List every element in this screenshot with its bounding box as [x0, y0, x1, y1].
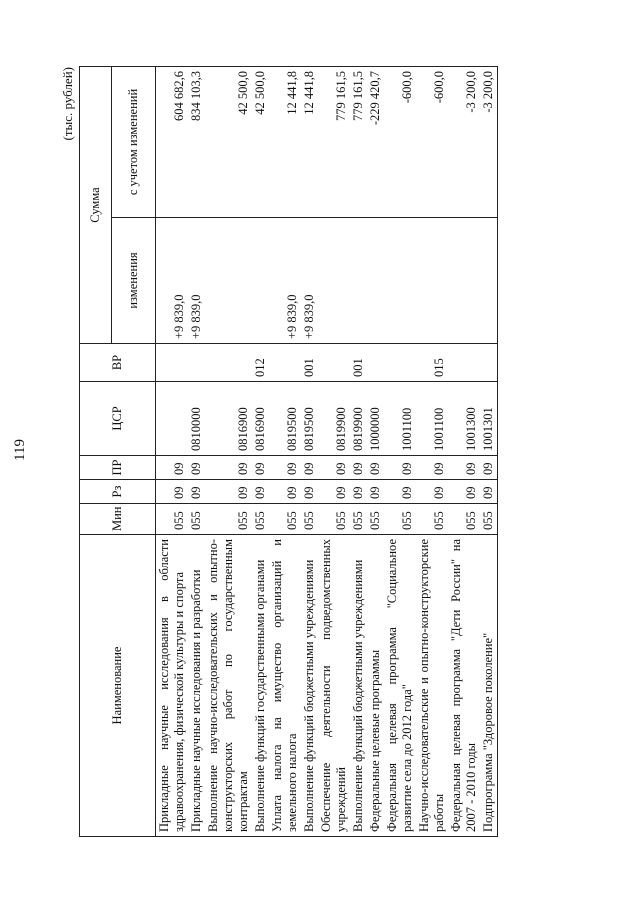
cell-min: 055	[318, 504, 350, 535]
cell-name: Выполнение функций бюджетными учреждениями	[350, 535, 367, 837]
cell-pr: 09	[480, 456, 498, 480]
cell-rz: 09	[188, 480, 205, 504]
header-name: Наименование	[80, 535, 156, 837]
table-row	[156, 67, 189, 837]
cell-total: -600,0	[416, 67, 448, 218]
cell-change: +9 839,0	[301, 218, 318, 344]
cell-pr: 09	[301, 456, 318, 480]
budget-table	[79, 66, 498, 837]
cell-total: 42 500,0	[252, 67, 269, 218]
cell-name: Выполнение функций государственными органами	[252, 535, 269, 837]
cell-min: 055	[205, 504, 252, 535]
cell-vr	[480, 344, 498, 382]
cell-csr: 0816900	[205, 382, 252, 456]
cell-csr: 1001300	[448, 382, 480, 456]
cell-csr: 1001100	[384, 382, 416, 456]
cell-change	[318, 218, 350, 344]
cell-total: -229 420,7	[367, 67, 384, 218]
cell-name: Обеспечение деятельности подведомственных учреждений	[318, 535, 350, 837]
cell-rz: 09	[416, 480, 448, 504]
cell-pr: 09	[269, 456, 301, 480]
cell-vr	[367, 344, 384, 382]
table-row	[416, 67, 448, 837]
cell-vr	[188, 344, 205, 382]
cell-total: -600,0	[384, 67, 416, 218]
table-row	[301, 67, 318, 837]
cell-total: 12 441,8	[301, 67, 318, 218]
cell-vr	[205, 344, 252, 382]
cell-rz: 09	[318, 480, 350, 504]
cell-total: 779 161,5	[350, 67, 367, 218]
page-number: 119	[12, 439, 28, 461]
header-rz: Рз	[80, 480, 156, 504]
cell-pr: 09	[252, 456, 269, 480]
cell-csr: 1001100	[416, 382, 448, 456]
cell-vr: 012	[252, 344, 269, 382]
cell-min: 055	[350, 504, 367, 535]
cell-vr	[269, 344, 301, 382]
cell-min: 055	[156, 504, 189, 535]
header-csr: ЦСР	[80, 382, 156, 456]
table-row	[448, 67, 480, 837]
cell-pr: 09	[188, 456, 205, 480]
cell-csr: 0819900	[350, 382, 367, 456]
cell-csr: 0810000	[188, 382, 205, 456]
cell-change	[367, 218, 384, 344]
cell-pr: 09	[205, 456, 252, 480]
table-body	[156, 67, 498, 837]
cell-name: Прикладные научные исследования в области здравоохранения, физической культуры и спорта	[156, 535, 189, 837]
cell-name: Федеральные целевые программы	[367, 535, 384, 837]
cell-change	[416, 218, 448, 344]
cell-pr: 09	[156, 456, 189, 480]
cell-name: Выполнение функций бюджетными учреждениями	[301, 535, 318, 837]
cell-change: +9 839,0	[156, 218, 189, 344]
table-header	[80, 67, 156, 837]
cell-change: +9 839,0	[188, 218, 205, 344]
table-row	[269, 67, 301, 837]
cell-name: Федеральная целевая программа "Дети России" на 2007 - 2010 годы	[448, 535, 480, 837]
cell-name: Выполнение научно-исследовательских и опытно-конструкторских работ по государственным контрактам	[205, 535, 252, 837]
cell-vr	[318, 344, 350, 382]
cell-rz: 09	[367, 480, 384, 504]
cell-rz: 09	[480, 480, 498, 504]
cell-csr: 0819900	[318, 382, 350, 456]
cell-rz: 09	[448, 480, 480, 504]
cell-vr	[448, 344, 480, 382]
cell-total: 834 103,3	[188, 67, 205, 218]
cell-vr	[156, 344, 189, 382]
cell-vr	[384, 344, 416, 382]
cell-pr: 09	[416, 456, 448, 480]
cell-total: 604 682,6	[156, 67, 189, 218]
cell-rz: 09	[301, 480, 318, 504]
cell-change: +9 839,0	[269, 218, 301, 344]
cell-change	[350, 218, 367, 344]
cell-csr: 0819500	[269, 382, 301, 456]
cell-csr: 0816900	[252, 382, 269, 456]
cell-pr: 09	[384, 456, 416, 480]
header-pr: ПР	[80, 456, 156, 480]
cell-csr: 1000000	[367, 382, 384, 456]
cell-name: Научно-исследовательские и опытно-конструкторские работы	[416, 535, 448, 837]
header-vr: ВР	[80, 344, 156, 382]
table-row	[480, 67, 498, 837]
unit-label: (тыс. рублей)	[60, 67, 75, 141]
table-row	[384, 67, 416, 837]
cell-total: 42 500,0	[205, 67, 252, 218]
table-row	[318, 67, 350, 837]
cell-name: Подпрограмма "Здоровое поколение"	[480, 535, 498, 837]
cell-rz: 09	[269, 480, 301, 504]
cell-name: Уплата налога на имущество организаций и земельного налога	[269, 535, 301, 837]
table-row	[205, 67, 252, 837]
table-row	[252, 67, 269, 837]
cell-pr: 09	[350, 456, 367, 480]
cell-total: -3 200,0	[480, 67, 498, 218]
header-with-changes: с учетом изменений	[112, 67, 156, 218]
cell-csr: 0819500	[301, 382, 318, 456]
cell-min: 055	[367, 504, 384, 535]
cell-csr	[156, 382, 189, 456]
table-row	[188, 67, 205, 837]
cell-min: 055	[384, 504, 416, 535]
cell-name: Прикладные научные исследования и разработки	[188, 535, 205, 837]
cell-total: 12 441,8	[269, 67, 301, 218]
cell-rz: 09	[384, 480, 416, 504]
cell-total: 779 161,5	[318, 67, 350, 218]
cell-change	[448, 218, 480, 344]
cell-change	[480, 218, 498, 344]
table-row	[367, 67, 384, 837]
header-min: Мин	[80, 504, 156, 535]
cell-rz: 09	[252, 480, 269, 504]
cell-rz: 09	[156, 480, 189, 504]
cell-csr: 1001301	[480, 382, 498, 456]
cell-min: 055	[301, 504, 318, 535]
cell-pr: 09	[318, 456, 350, 480]
header-sum: Сумма	[80, 67, 112, 344]
cell-change	[252, 218, 269, 344]
cell-rz: 09	[350, 480, 367, 504]
cell-vr: 001	[301, 344, 318, 382]
header-changes: изменения	[112, 218, 156, 344]
cell-vr: 015	[416, 344, 448, 382]
cell-pr: 09	[367, 456, 384, 480]
cell-rz: 09	[205, 480, 252, 504]
cell-change	[205, 218, 252, 344]
cell-change	[384, 218, 416, 344]
cell-min: 055	[188, 504, 205, 535]
cell-min: 055	[448, 504, 480, 535]
cell-vr: 001	[350, 344, 367, 382]
cell-min: 055	[416, 504, 448, 535]
cell-min: 055	[252, 504, 269, 535]
cell-min: 055	[480, 504, 498, 535]
cell-name: Федеральная целевая программа "Социальное развитие села до 2012 года"	[384, 535, 416, 837]
table-row	[350, 67, 367, 837]
cell-min: 055	[269, 504, 301, 535]
cell-total: -3 200,0	[448, 67, 480, 218]
cell-pr: 09	[448, 456, 480, 480]
